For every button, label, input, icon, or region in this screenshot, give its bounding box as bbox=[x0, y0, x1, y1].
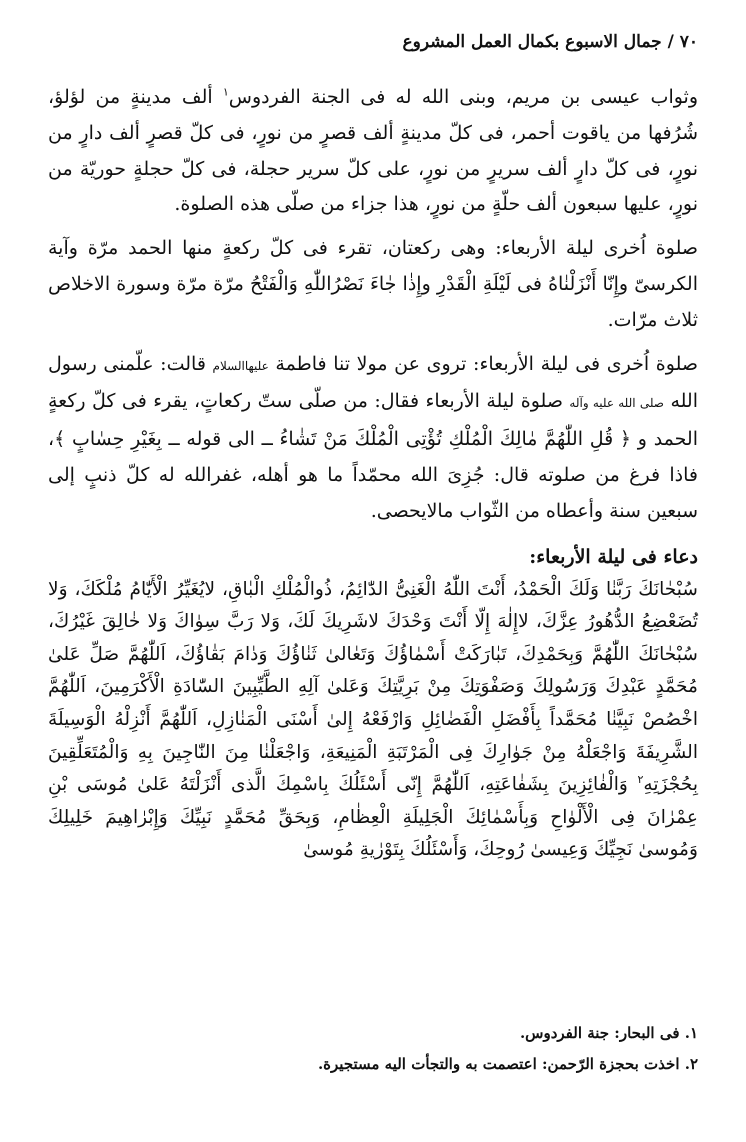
paragraph-text: وثواب عيسى بن مريم، وبنى الله له فى الجنة الفردوس bbox=[228, 86, 699, 108]
footnote-2: ٢. اخذت بحجزة الرّحمن: اعتصمت به والتجأت اليه مستجيرة. bbox=[317, 1055, 698, 1073]
paragraph-salat-two-rakat: صلوة اُخرى ليلة الأربعاء: وهى ركعتان، تقرء فى كلّ ركعةٍ منها الحمد مرّة وآية الكرسىّ وإِنّا أَنْزَلْنٰاهُ فى لَيْلَةِ الْقَدْرِ وإِذٰا جٰاءَ نَصْرُاللّٰهِ وَالْفَتْحُ مرّة مرّة وسورة الاخلاص ثلاث مرّات. bbox=[48, 237, 698, 331]
running-head: ٧٠ / جمال الاسبوع بكمال العمل المشروع bbox=[402, 32, 698, 52]
dua-text-part: وَالْفٰائِزِينَ بِشَفٰاعَتِهِ، اَللّٰهُمَّ إِنّى أَسْئَلُكَ بِاسْمِكَ الَّذى أَنْزَلْتَهُ عَلىٰ مُوسَى بْنِ عِمْرٰانَ فِى الْأَلْوٰاحِ وَبِأَسْمٰائِكَ الْجَلِيلَةِ الْعِظٰامِ، وَبِحَقِّ مُحَمَّدٍ نَبِيِّكَ وَإِبْرٰاهِيمَ خَلِيلِكَ وَمُوسىٰ نَجِيِّكَ وَعِيسىٰ رُوحِكَ، وَأَسْئَلُكَ بِتَوْرٰيةِ مُوسىٰ bbox=[48, 774, 698, 861]
section-heading: دعاء فى ليلة الأربعاء: bbox=[529, 545, 698, 568]
paragraph-text: صلوة ليلة الأربعاء فقال: من صلّى ستّ ركعاتٍ، يقرء فى كلّ ركعةٍ الحمد و ﴿ قُلِ اللّٰهُمَّ مٰالِكَ الْمُلْكِ تُؤْتِى الْمُلْكَ مَنْ تَشٰاءُ ــ الى قوله ــ بِغَيْرِ حِسٰابٍ ﴾، فاذا فرغ من صلوته قال: جُزِىَ الله محمّداً ما هو أهله، غفرالله له كلّ ذنبٍ إلى سبعين سنة وأعطاه من الثّواب مالايحصى. bbox=[48, 390, 698, 522]
paragraph-text: ألف مدينةٍ من لؤلؤ، شُرُفها من ياقوت أحمر، فى كلّ مدينةٍ ألف قصرٍ من نورٍ، فى كلّ قصرٍ ألف دارٍ من نورٍ، فى كلّ دارٍ ألف سريرٍ من نورٍ، على كلّ سرير حجلة، فى كلّ حجلةٍ حوريّة من نورٍ، عليها سبعون ألف حلّةٍ من نورٍ، هذا جزاء من صلّى هذه الصلوة. bbox=[48, 86, 698, 216]
main-text bbox=[48, 80, 698, 867]
footnotes bbox=[48, 1018, 698, 1080]
dua-text-part: سُبْحٰانَكَ رَبَّنٰا وَلَكَ الْحَمْدُ، أَنْتَ اللّٰهُ الْغَنِىُّ الدّٰائِمُ، ذُوالْمُلْكِ الْبٰاقِ، لايُغَيِّرُ الْأَيّٰامُ مُلْكَكَ، وَلا تُضَعْضِعُ الدُّهُورُ عِزَّكَ، لاإِلٰهَ إِلّا أَنْتَ وَحْدَكَ لاشَرِيكَ لَكَ، وَلا رَبَّ سِوٰاكَ وَلا خٰالِقَ غَيْرُكَ، سُبْحٰانَكَ اللّٰهُمَّ وَبِحَمْدِكَ، تَبٰارَكَتْ أَسْمٰاؤُكَ وَتَعٰالىٰ ثَنٰاؤُكَ وَدٰامَ بَقٰاؤُكَ، اَللّٰهُمَّ صَلِّ عَلىٰ مُحَمَّدٍ عَبْدِكَ وَرَسُولِكَ وَصَفْوَتِكَ مِنْ بَرِيَّتِكَ وَعَلىٰ آلِهِ الطَّيِّبِينَ السّٰادَةِ الْأَكْرَمِينَ، اَللّٰهُمَّ اخْصُصْ نَبِيَّنٰا مُحَمَّداً بِأَفْضَلِ الْفَضٰائِلِ وَارْفَعْهُ إِلىٰ أَسْنَى الْمَنٰازِلِ، اَللّٰهُمَّ أَنْزِلْهُ الْوَسِيلَةَ الشَّرِيفَةَ وَاجْعَلْهُ مِنْ جَوٰارِكَ فِى الْمَرْتَبَةِ الْمَنِيعَةِ، وَاجْعَلْنٰا مِنَ النّٰاجِينَ بِهِ وَالْمُتَعَلِّقِينَ بِحُجْزَتِهِ bbox=[48, 578, 698, 796]
paragraph-text: قالت: علّمنى رسول الله bbox=[48, 352, 698, 413]
paragraph-salat-fatima bbox=[48, 347, 698, 530]
footnote-marker-1: ١ bbox=[222, 85, 229, 99]
footnote-1: ١. فى البحار: جنة الفردوس. bbox=[519, 1024, 698, 1042]
dua-text bbox=[48, 574, 698, 867]
salutation-small-text: عليهاالسلام bbox=[212, 358, 269, 373]
paragraph-text: صلوة اُخرى فى ليلة الأربعاء: تروى عن مولا تنا فاطمة bbox=[268, 352, 698, 375]
footnote-marker-2: ٢ bbox=[637, 772, 644, 786]
salutation-small-text: صلى الله عليه وآله bbox=[569, 396, 665, 411]
paragraph-thawab bbox=[48, 80, 698, 223]
